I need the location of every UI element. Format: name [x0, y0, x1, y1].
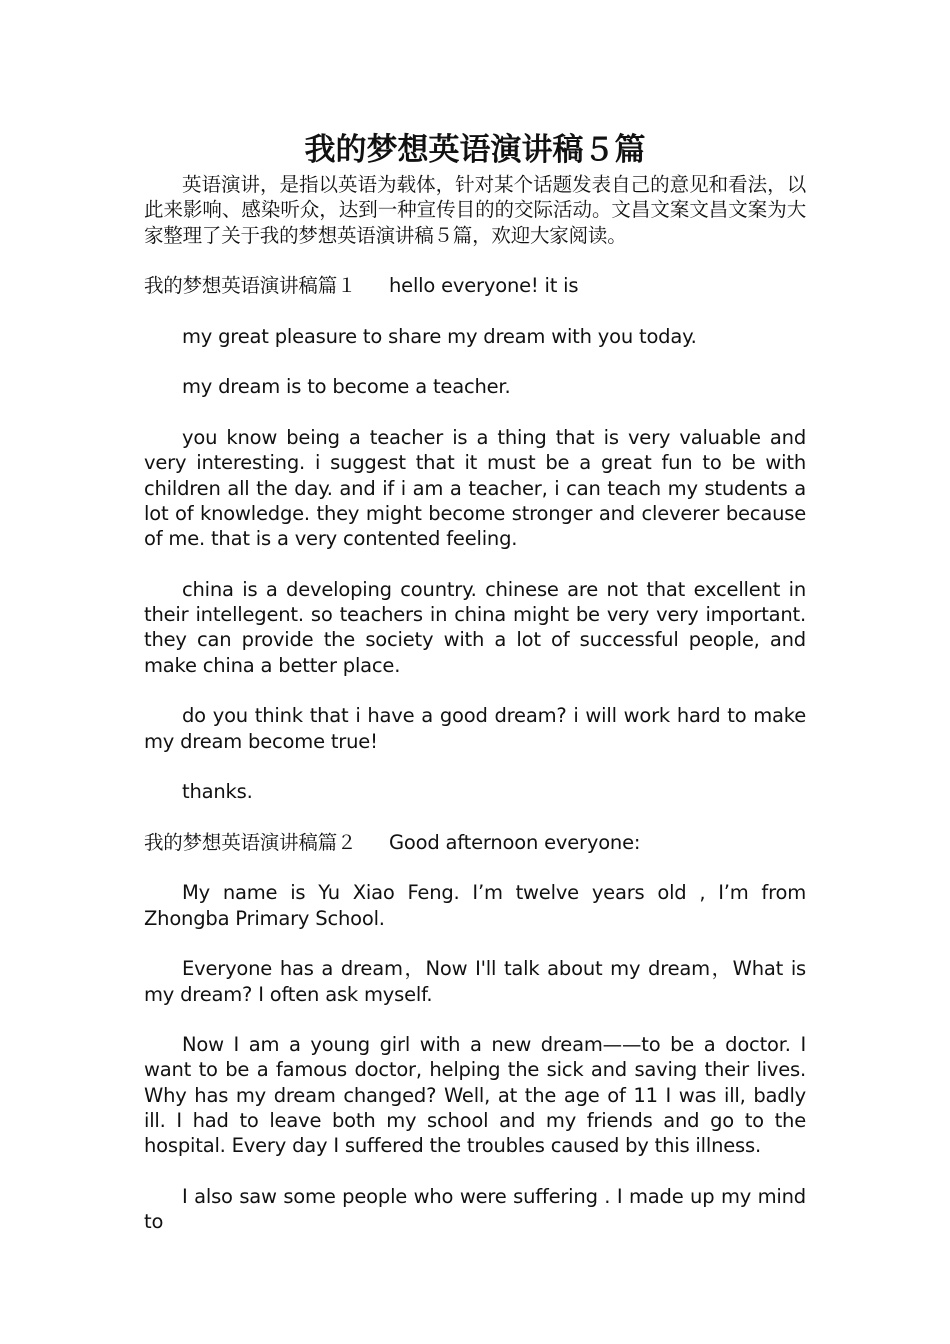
section-1-paragraph: my dream is to become a teacher. — [182, 375, 511, 399]
section-1-heading: 我的梦想英语演讲稿篇１ — [144, 274, 357, 298]
section-2-paragraph: Now I am a young girl with a new dream——to be a doctor. I want to be a famous doctor, helping the sick and saving their lives. Why has my dream changed? Well, at the age of 11 I was ill, badly ill. I had to leave both my school and my friends and go to the hospital. Every day I suffered the troubles caused by this illness. — [144, 1033, 806, 1158]
section-2-paragraph: Everyone has a dream，Now I'll talk about my dream，What is my dream? I often ask myself. — [144, 957, 806, 1006]
section-2-first-line: Good afternoon everyone: — [389, 830, 641, 854]
section-1-heading-line — [144, 273, 806, 298]
intro-paragraph: 英语演讲，是指以英语为载体，针对某个话题发表自己的意见和看法，以此来影响、感染听众，达到一种宣传目的的交际活动。文昌文案文昌文案为大家整理了关于我的梦想英语演讲稿５篇，欢迎大家阅读。 — [144, 173, 806, 247]
document-body — [144, 128, 806, 1234]
section-1-paragraph: china is a developing country. chinese are not that excellent in their intellegent. so teachers in china might be very very important. they can provide the society with a lot of successful people, and make china a better place. — [144, 577, 806, 677]
section-1-paragraph: my great pleasure to share my dream with you today. — [182, 324, 697, 348]
section-2-paragraph: I also saw some people who were suffering . I made up my mind to — [144, 1184, 806, 1234]
section-1-paragraph: thanks. — [182, 780, 253, 804]
section-2-heading: 我的梦想英语演讲稿篇２ — [144, 830, 357, 854]
section-1-paragraph: do you think that i have a good dream? i will work hard to make my dream become true! — [144, 704, 806, 753]
section-1-paragraph: you know being a teacher is a thing that is very valuable and very interesting. i suggest that it must be a great fun to be with children all the day. and if i am a teacher, i can teach my students a lot of knowledge. they might become stronger and cleverer because of me. that is a very contented feeling. — [144, 425, 806, 551]
section-2-paragraph: My name is Yu Xiao Feng. I’m twelve years old , I’m from Zhongba Primary School. — [144, 881, 806, 930]
document-title: 我的梦想英语演讲稿５篇 — [304, 132, 646, 168]
section-2-heading-line — [144, 830, 806, 855]
section-1-first-line: hello everyone! it is — [389, 274, 579, 298]
